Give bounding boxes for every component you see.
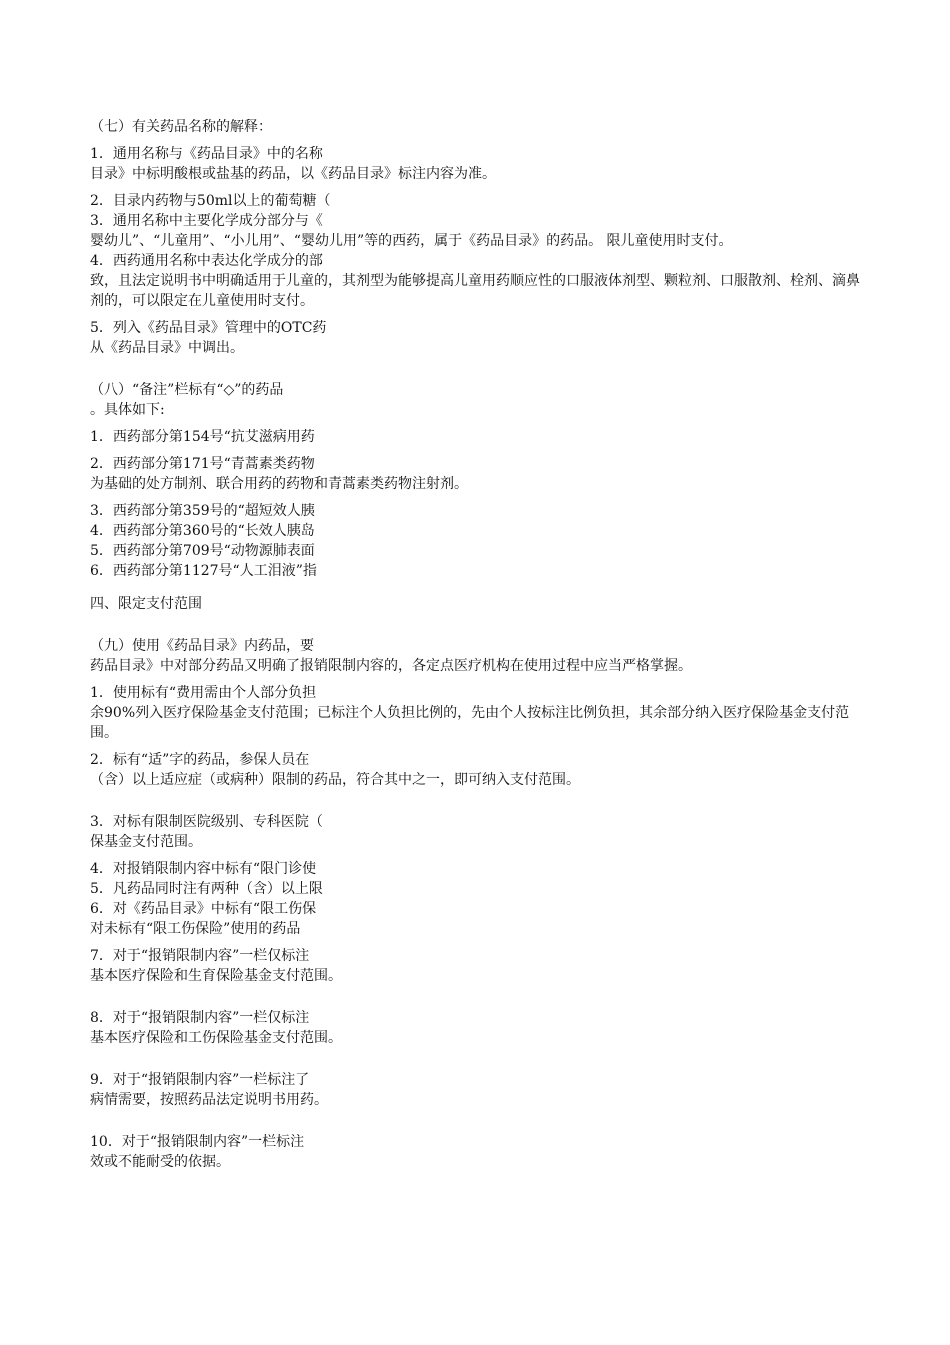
text-line: 10．对于“报销限制内容”一栏标注 — [90, 1134, 305, 1150]
text-line: 。具体如下: — [90, 402, 165, 418]
text-line: 6．西药部分第1127号“人工泪液”指 — [90, 563, 317, 579]
text-line: 1．通用名称与《药品目录》中的名称 — [90, 146, 323, 162]
text-line: 效或不能耐受的依据。 — [90, 1154, 230, 1170]
text-line: 从《药品目录》中调出。 — [90, 340, 244, 356]
text-line: 3．通用名称中主要化学成分部分与《 — [90, 213, 323, 229]
text-line: 7．对于“报销限制内容”一栏仅标注 — [90, 948, 310, 964]
text-line: 2．目录内药物与50ml以上的葡萄糖（ — [90, 193, 331, 209]
text-line: 5．西药部分第709号“动物源肺表面 — [90, 543, 315, 559]
text-line: 5．凡药品同时注有两种（含）以上限 — [90, 881, 323, 897]
text-line: 4．对报销限制内容中标有“限门诊使 — [90, 861, 317, 877]
chapter-heading-4: 四、限定支付范围 — [90, 596, 202, 612]
text-paragraph: 婴幼儿”、“儿童用”、“小儿用”、“婴幼儿用”等的西药，属于《药品目录》的药品。 限儿童使用时支付。 — [90, 233, 733, 249]
text-line: 为基础的处方制剂、联合用药的药物和青蒿素类药物注射剂。 — [90, 476, 468, 492]
text-line: 保基金支付范围。 — [90, 834, 202, 850]
text-line: 2．标有“适”字的药品，参保人员在 — [90, 752, 310, 768]
text-line: 2．西药部分第171号“青蒿素类药物 — [90, 456, 315, 472]
section-heading-7: （七）有关药品名称的解释： — [90, 119, 272, 135]
text-line: 对未标有“限工伤保险”使用的药品 — [90, 921, 301, 937]
section-heading-9: （九）使用《药品目录》内药品，要 — [90, 638, 314, 654]
text-line: 4．西药部分第360号的“长效人胰岛 — [90, 523, 315, 539]
text-line: 3．对标有限制医院级别、专科医院（ — [90, 814, 323, 830]
text-line: 病情需要，按照药品法定说明书用药。 — [90, 1092, 328, 1108]
text-line: 6．对《药品目录》中标有“限工伤保 — [90, 901, 317, 917]
text-line: 8．对于“报销限制内容”一栏仅标注 — [90, 1010, 310, 1026]
text-line: 药品目录》中对部分药品又明确了报销限制内容的，各定点医疗机构在使用过程中应当严格掌握。 — [90, 658, 692, 674]
text-line: 目录》中标明酸根或盐基的药品，以《药品目录》标注内容为准。 — [90, 166, 496, 182]
text-line: 1．使用标有“费用需由个人部分负担 — [90, 685, 317, 701]
text-line: 4．西药通用名称中表达化学成分的部 — [90, 253, 323, 269]
text-paragraph: 余90%列入医疗保险基金支付范围；已标注个人负担比例的，先由个人按标注比例负担，其余部分纳入医疗保险基金支付范围。 — [90, 705, 850, 741]
text-line: （含）以上适应症（或病种）限制的药品，符合其中之一，即可纳入支付范围。 — [90, 772, 580, 788]
text-line: 基本医疗保险和生育保险基金支付范围。 — [90, 968, 342, 984]
text-line: 基本医疗保险和工伤保险基金支付范围。 — [90, 1030, 342, 1046]
text-paragraph: 致，且法定说明书中明确适用于儿童的，其剂型为能够提高儿童用药顺应性的口服液体剂型、颗粒剂、口服散剂、栓剂、滴鼻剂的，可以限定在儿童使用时支付。 — [90, 273, 860, 309]
text-line: 9．对于“报销限制内容”一栏标注了 — [90, 1072, 310, 1088]
text-line: 3．西药部分第359号的“超短效人胰 — [90, 503, 315, 519]
text-line: 5．列入《药品目录》管理中的OTC药 — [90, 320, 327, 336]
section-heading-8: （八）“备注”栏标有“◇”的药品 — [90, 382, 284, 398]
text-line: 1．西药部分第154号“抗艾滋病用药 — [90, 429, 315, 445]
document-body — [90, 117, 870, 1172]
